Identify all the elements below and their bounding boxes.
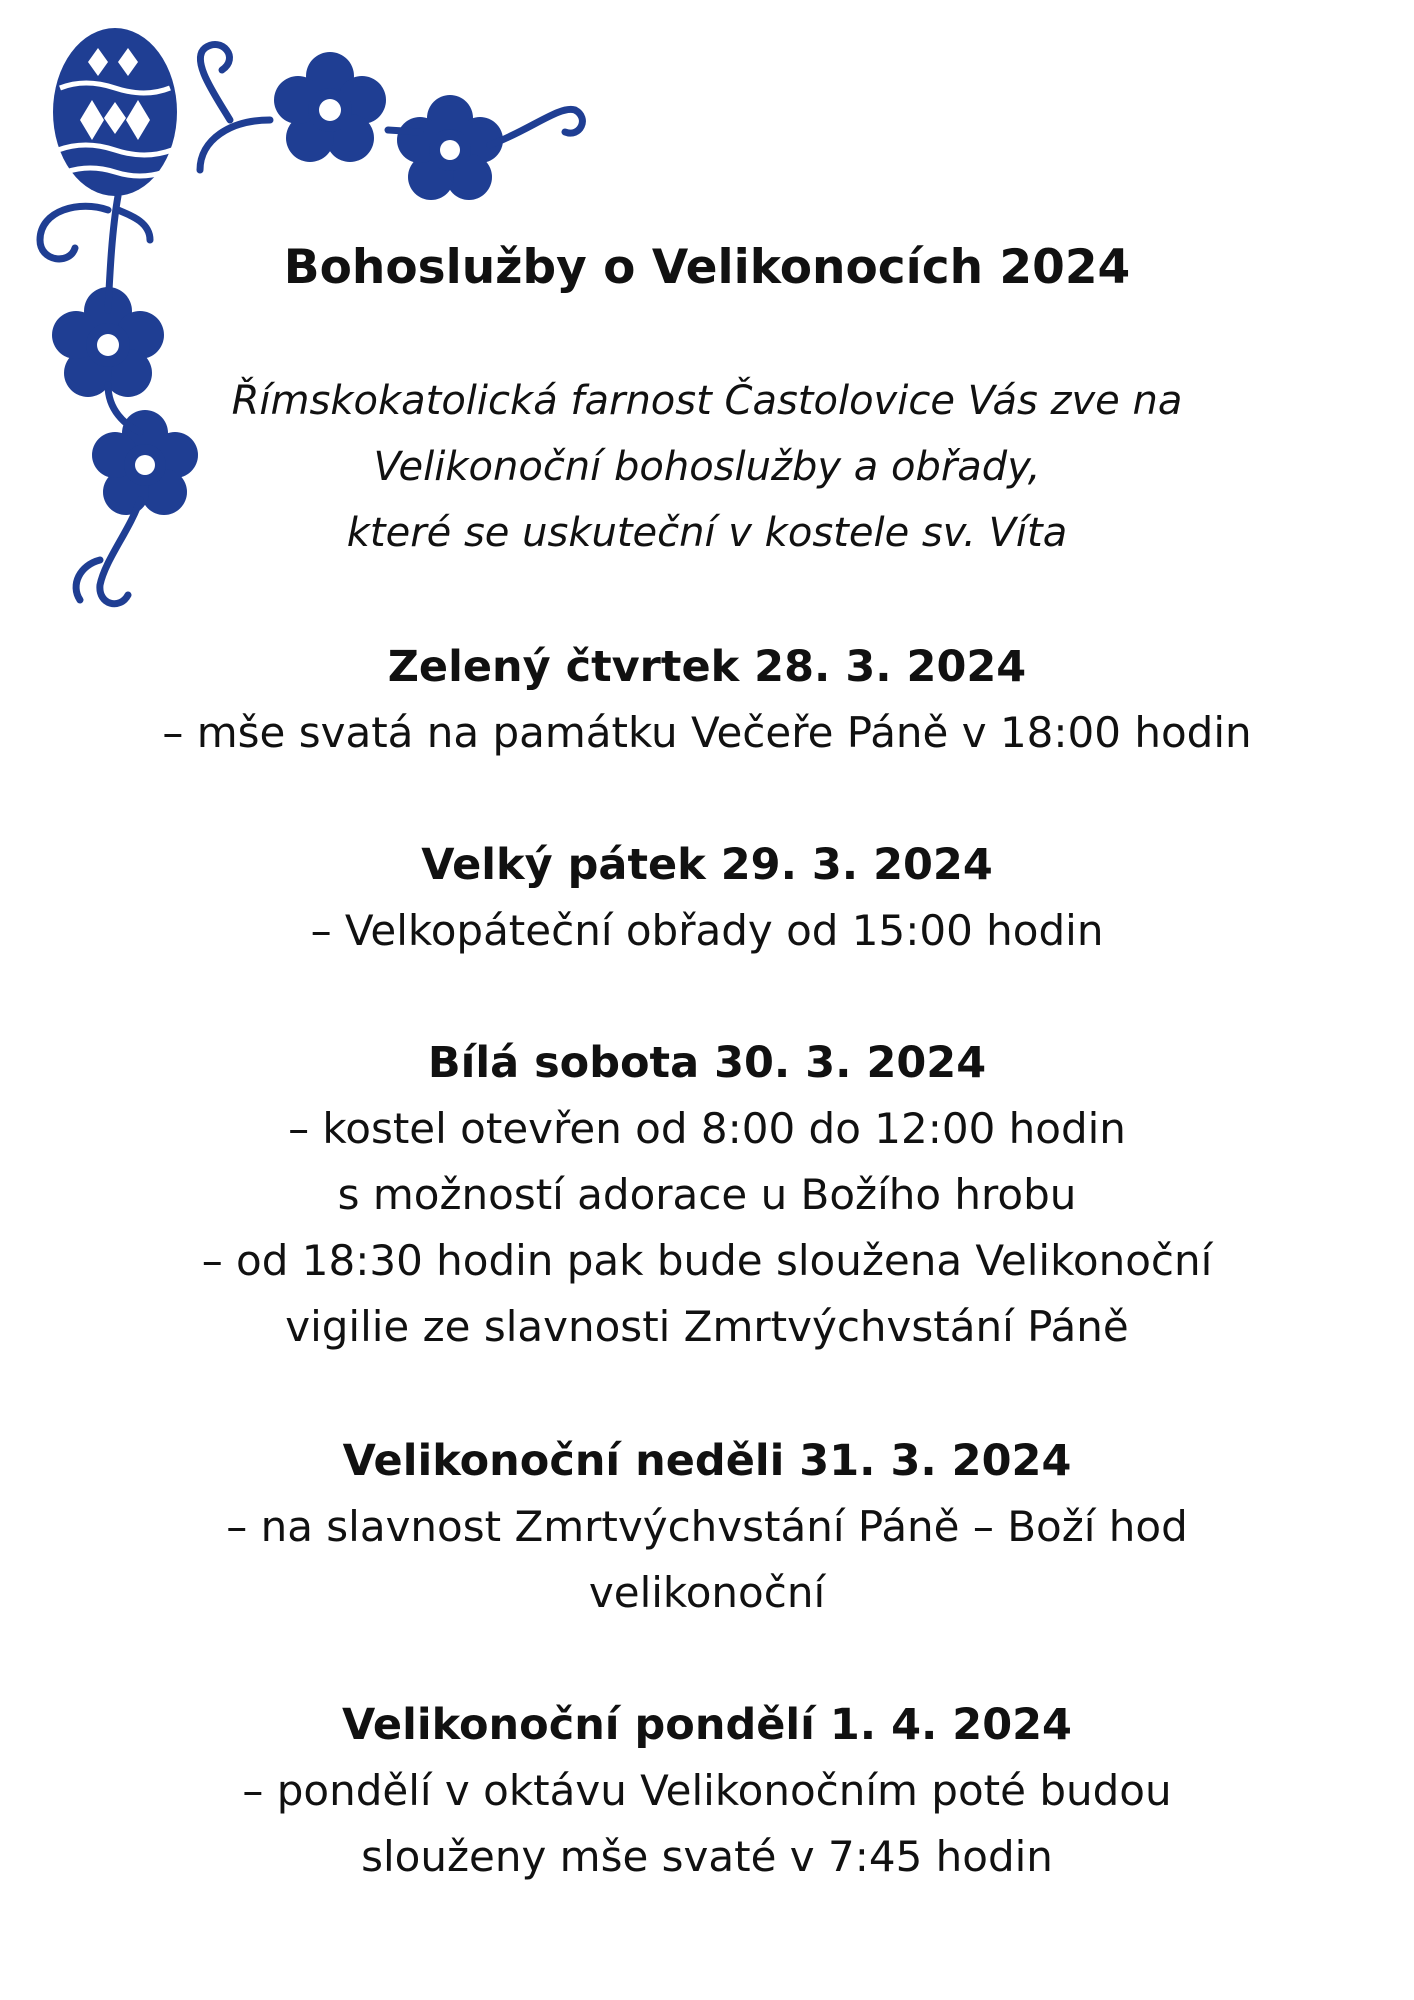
invitation-line: Římskokatolická farnost Častolovice Vás zve na [231, 378, 1183, 424]
event-good-friday [0, 832, 1414, 964]
event-heading: Velikonoční neděli 31. 3. 2024 [342, 1436, 1072, 1486]
event-detail: velikonoční [588, 1568, 826, 1617]
event-detail: – mše svatá na památku Večeře Páně v 18:00 hodin [162, 708, 1252, 757]
event-detail: vigilie ze slavnosti Zmrtvýchvstání Páně [285, 1302, 1129, 1351]
event-detail: – Velkopáteční obřady od 15:00 hodin [310, 906, 1104, 955]
event-detail: – kostel otevřen od 8:00 do 12:00 hodin [288, 1104, 1126, 1153]
event-heading: Velký pátek 29. 3. 2024 [421, 840, 993, 890]
page-title: Bohoslužby o Velikonocích 2024 [283, 240, 1131, 295]
event-heading: Zelený čtvrtek 28. 3. 2024 [387, 642, 1027, 692]
event-detail: slouženy mše svaté v 7:45 hodin [361, 1832, 1053, 1881]
event-detail: – pondělí v oktávu Velikonočním poté budou [242, 1766, 1172, 1815]
invitation-line: Velikonoční bohoslužby a obřady, [373, 444, 1041, 490]
invitation-line: které se uskuteční v kostele sv. Víta [346, 510, 1068, 556]
event-holy-saturday [0, 1030, 1414, 1360]
event-easter-monday [0, 1692, 1414, 1890]
invitation-text [0, 368, 1414, 566]
event-detail: s možností adorace u Božího hrobu [337, 1170, 1077, 1219]
event-maundy-thursday [0, 634, 1414, 766]
event-detail: – od 18:30 hodin pak bude sloužena Velikonoční [201, 1236, 1213, 1285]
event-heading: Bílá sobota 30. 3. 2024 [427, 1038, 987, 1088]
event-easter-sunday [0, 1428, 1414, 1626]
event-heading: Velikonoční pondělí 1. 4. 2024 [342, 1700, 1072, 1750]
event-detail: – na slavnost Zmrtvýchvstání Páně – Boží hod [226, 1502, 1188, 1551]
